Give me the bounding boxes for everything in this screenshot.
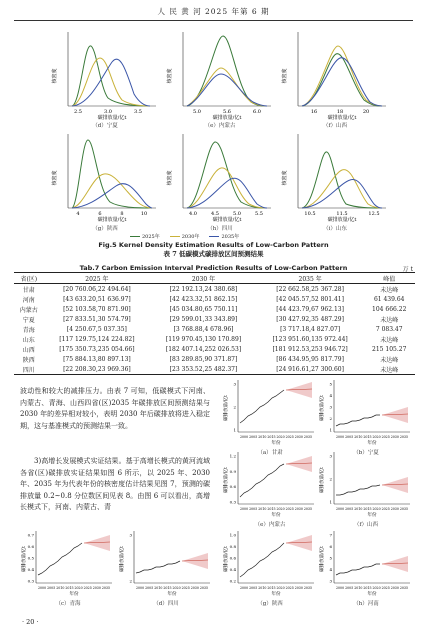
table-cell: 104 666.22	[372, 305, 407, 313]
table-cell: [83 289.85,90 371.87]	[169, 355, 238, 363]
kde-xlabel: 碳排放量/亿t	[97, 115, 127, 121]
svg-text:核密度: 核密度	[282, 68, 288, 84]
ts-ylabel: 碳排放量/亿t	[320, 546, 325, 572]
ts-ytick: 2	[329, 476, 332, 482]
ts-ytick: 0.5	[27, 555, 34, 561]
col-header: 省(区)	[14, 273, 44, 284]
table-cell: [22 192.13,24 380.68]	[169, 285, 238, 293]
ts-panel	[222, 376, 318, 456]
ts-panel	[318, 448, 414, 528]
table-cell: 内蒙古	[19, 306, 38, 314]
ts-ylabel: 碳排放量/亿t	[22, 546, 27, 572]
table-cell: [123 951.60,135 972.44]	[272, 335, 348, 343]
ts-ytick: 0.6	[229, 484, 236, 490]
ts-ylabel: 碳排放量/亿t	[224, 546, 229, 572]
ts-panel	[222, 448, 318, 528]
legend-item-2035: 2035年	[209, 233, 239, 240]
kde-caption-d: （d）宁夏	[92, 123, 118, 129]
table-cell: [27 833.51,30 574.79]	[63, 315, 131, 323]
ts-xticks: 2000 2005 2010 2015 2020 2025 2030 2035	[240, 435, 312, 439]
ts-ytick: 3	[329, 453, 332, 459]
table-cell: [181 912.53,253 946.72]	[272, 345, 348, 353]
col-header: 峰值	[363, 273, 415, 284]
svg-text:4.04.55.05.5: 4.0 4.5 5.0 5.5	[189, 211, 263, 217]
table-cell: [86 434.95,95 817.79]	[276, 355, 344, 363]
kde-caption-g: （g）陕西	[92, 226, 118, 232]
table-row	[14, 294, 415, 304]
kde-panel-h	[165, 130, 275, 226]
table-cell: [23 353.52,25 482.37]	[150, 364, 257, 375]
ts-panel	[222, 527, 318, 607]
ts-history-line	[240, 390, 284, 423]
header-rule	[14, 20, 413, 21]
emission-table	[14, 272, 415, 375]
ts-history-line	[240, 543, 284, 577]
svg-text:5.05.66.0: 5.0 5.6 6.0	[193, 109, 261, 115]
ts-ytick: 1	[329, 499, 332, 505]
ts-ytick: 0.4	[27, 567, 34, 572]
svg-text:核密度: 核密度	[282, 170, 288, 186]
table-cell: 陕西	[22, 356, 35, 364]
ts-xlabel: 年份	[271, 592, 281, 597]
table-cell: [117 129.75,124 224.82]	[59, 335, 135, 343]
table-cell: 山东	[22, 336, 35, 344]
ts-history-line	[336, 415, 380, 426]
kde-ylabel: 核密度	[52, 68, 58, 84]
svg-text:10.511.512.5: 10.5 11.5 12.5	[304, 211, 380, 217]
ts-caption: （g）陕西	[257, 601, 283, 607]
tab7-caption-cn: 表 7 低碳模式碳排放区间预测结果	[163, 250, 264, 258]
legend-item-2030: 2030年	[170, 233, 200, 240]
svg-text:碳排放量/亿t: 碳排放量/亿t	[212, 115, 242, 121]
paragraph-2: 3)高增长发展模式实证结果。基于高增长模式的黄河流域各省(区)碳排放实证结果如图 6 所示，以 2025 年、2030 年、2035 年为代表年份的核密度估计结果见图 7，预测的碳排放量 0.2~0.8 分位数区间见表 8。由图 6 可以看出，高增长模式下，河南、内蒙古、青	[20, 457, 210, 512]
tab7-caption-en: Tab.7 Carbon Emission Interval Prediction Results of Low-Carbon Pattern	[79, 264, 348, 272]
table-row	[14, 314, 415, 324]
kde-panel-d	[50, 28, 160, 124]
ts-ytick: 1	[329, 427, 332, 433]
col-header: 2035 年	[257, 273, 364, 284]
table-cell: [3 768.88,4 678.96]	[173, 325, 234, 333]
ts-xlabel: 年份	[69, 592, 79, 597]
ts-panel	[318, 527, 414, 607]
ts-ytick: 6	[329, 544, 332, 549]
legend-item-2025: 2025年	[130, 233, 160, 240]
table-cell: 未达峰	[380, 336, 399, 344]
ts-xlabel: 年份	[271, 513, 281, 518]
table-cell: [24 916.61,27 300.60]	[257, 364, 364, 375]
table-cell: [119 970.45,130 170.89]	[165, 335, 242, 343]
table-cell: [22 662.58,25 367.28]	[276, 285, 344, 293]
table-cell: 四川	[14, 364, 44, 375]
svg-text:碳排放量/亿t: 碳排放量/亿t	[212, 217, 242, 223]
ts-ylabel: 碳排放量/亿t	[320, 395, 325, 421]
ts-xticks: 2000 2005 2010 2015 2020 2025 2030 2035	[336, 586, 408, 590]
col-header: 2030 年	[150, 273, 257, 284]
table-cell: [45 034.80,65 750.11]	[169, 305, 238, 313]
paragraph-1: 波动性和较大的减排压力。由表 7 可知，低碳模式下河南、内蒙古、青海、山西四省(区)2035 年碳排放区间预测结果与 2030 年的差异相对较小，表明 2030 年后碳排放将进入稳定期，这与基准模式的预测结果一致。	[20, 387, 210, 430]
table-cell: [42 423.32,51 862.15]	[169, 295, 238, 303]
table-row	[14, 354, 415, 364]
table-cell: [44 423.79,67 962.13]	[276, 305, 344, 313]
ts-ytick: 2	[329, 416, 332, 421]
kde-panel-i	[280, 130, 390, 226]
kde-tick: 2.5	[74, 109, 82, 115]
kde-caption-h: （h）四川	[207, 226, 233, 232]
ts-ytick: 5	[329, 381, 332, 387]
table-cell: [20 760.06,22 494.64]	[63, 285, 131, 293]
ts-ylabel: 碳排放量/亿t	[320, 467, 325, 493]
ts-history-line	[336, 485, 380, 495]
table-cell: [4 250.67,5 037.35]	[66, 325, 127, 333]
ts-ytick: 0.9	[229, 468, 236, 474]
ts-caption: （a）甘肃	[257, 450, 283, 456]
ts-xticks: 2000 2005 2010 2015 2020 2025 2030 2035	[136, 586, 208, 590]
fig5-caption-en: Fig.5 Kernel Density Estimation Results of Low-Carbon Pattern	[98, 241, 329, 249]
table-row	[14, 304, 415, 314]
ts-caption: （b）宁夏	[353, 450, 379, 456]
ts-ytick: 4	[329, 567, 332, 572]
table-cell: 甘肃	[22, 286, 35, 294]
table-unit: 万 t	[402, 266, 413, 273]
ts-ytick: 0.6	[27, 544, 34, 549]
kde-tick: 3.5	[134, 109, 142, 115]
ts-ytick: 3	[329, 578, 332, 584]
ts-caption: （c）青海	[55, 601, 81, 607]
table-cell: [3 717.18,4 827.07]	[280, 325, 341, 333]
ts-caption: （d）四川	[153, 601, 179, 607]
svg-text:碳排放量/亿t: 碳排放量/亿t	[97, 217, 127, 223]
ts-ytick: 2	[129, 578, 132, 584]
table-cell: 未达峰	[380, 286, 399, 294]
table-row	[14, 364, 415, 375]
svg-text:46810: 4 6 8 10	[76, 211, 148, 217]
table-row	[14, 334, 415, 344]
ts-xlabel: 年份	[367, 592, 377, 597]
table-cell: [29 599.01,33 343.89]	[169, 315, 238, 323]
ts-xlabel: 年份	[167, 592, 177, 597]
kde-caption-i: （i）山东	[323, 226, 347, 232]
kde-panel-f	[280, 28, 390, 124]
ts-ytick: 2	[233, 404, 236, 410]
ts-ytick: 4	[329, 393, 332, 398]
ts-xticks: 2000 2005 2010 2015 2020 2025 2030 2035	[240, 586, 312, 590]
ts-caption: （f）山西	[353, 522, 379, 528]
ts-panel	[318, 376, 414, 456]
table-cell: 61 439.64	[373, 295, 405, 303]
ts-ytick: 0.3	[229, 499, 236, 505]
ts-xticks: 2000 2005 2010 2015 2020 2025 2030 2035	[336, 435, 408, 439]
table-header-row	[14, 273, 415, 284]
kde-tick: 3.0	[104, 109, 112, 115]
ts-panel	[118, 527, 214, 607]
kde-caption-f: （f）山西	[322, 123, 348, 129]
ts-xlabel: 年份	[271, 441, 281, 446]
table-cell: 河南	[22, 296, 35, 304]
table-cell: [30 427.92,35 487.29]	[276, 315, 344, 323]
ts-ytick: 1.0	[229, 532, 236, 538]
ts-ytick: 0.6	[229, 555, 236, 561]
svg-text:核密度: 核密度	[167, 170, 173, 186]
ts-history-line	[336, 564, 380, 575]
ts-caption: （e）内蒙古	[254, 522, 286, 528]
page-number: · 20 ·	[22, 618, 39, 626]
table-cell: [175 350.73,235 054.66]	[59, 345, 135, 353]
ts-ytick: 3	[129, 532, 132, 538]
svg-text:碳排放量/亿t: 碳排放量/亿t	[327, 115, 357, 121]
ts-history-line	[136, 561, 180, 573]
table-cell: 未达峰	[363, 364, 415, 375]
ts-ytick: 0.3	[27, 578, 34, 584]
table-cell: [22 208.30,23 969.36]	[44, 364, 151, 375]
table-row	[14, 324, 415, 334]
ts-caption: （h）河南	[353, 601, 379, 607]
ts-ytick: 3	[233, 381, 236, 387]
ts-ylabel: 碳排放量/亿t	[120, 546, 125, 572]
ts-xticks: 2000 2005 2010 2015 2020 2025 2030 2035	[38, 586, 110, 590]
svg-text:核密度: 核密度	[52, 170, 58, 186]
table-cell: 未达峰	[380, 316, 399, 324]
table-cell: [42 045.57,52 801.41]	[276, 295, 344, 303]
kde-caption-e: （e）内蒙古	[204, 123, 236, 129]
kde-panel-e	[165, 28, 275, 124]
ts-ytick: 0.4	[229, 567, 236, 572]
table-cell: 未达峰	[380, 356, 399, 364]
col-header: 2025 年	[44, 273, 151, 284]
ts-ytick: 1	[233, 427, 236, 433]
ts-history-line	[240, 464, 284, 497]
ts-ytick: 0.7	[27, 532, 34, 538]
svg-text:核密度: 核密度	[167, 68, 173, 84]
table-cell: [43 633.20,51 636.97]	[63, 295, 131, 303]
ts-ylabel: 碳排放量/亿t	[224, 467, 229, 493]
ts-ytick: 3	[329, 404, 332, 410]
ts-ylabel: 碳排放量/亿t	[224, 395, 229, 421]
table-row	[14, 284, 415, 295]
svg-text:碳排放量/亿t: 碳排放量/亿t	[327, 217, 357, 223]
running-header: 人 民 黄 河 2025 年第 6 期	[157, 7, 270, 16]
ts-ytick: 0.8	[229, 544, 236, 549]
ts-ytick: 5	[329, 555, 332, 561]
ts-xticks: 2000 2005 2010 2015 2020 2025 2030 2035	[336, 507, 408, 511]
ts-panel	[20, 527, 116, 607]
ts-ytick: 1.2	[229, 453, 236, 459]
table-cell: 215 105.27	[372, 345, 407, 353]
ts-xlabel: 年份	[367, 513, 377, 518]
table-cell: [75 884.13,80 897.13]	[63, 355, 131, 363]
table-cell: [52 103.58,70 871.90]	[63, 305, 131, 313]
ts-ytick: 7	[329, 532, 332, 538]
table-cell: 宁夏	[22, 316, 35, 324]
table-cell: [182 407.14,252 026.53]	[165, 345, 242, 353]
svg-text:161820: 16 18 20	[310, 109, 370, 115]
table-row	[14, 344, 415, 354]
ts-ytick: 0.2	[229, 578, 236, 584]
ts-history-line	[38, 543, 82, 575]
kde-panel-g	[50, 130, 160, 226]
table-cell: 山西	[22, 346, 35, 354]
ts-xlabel: 年份	[367, 441, 377, 446]
ts-xticks: 2000 2005 2010 2015 2020 2025 2030 2035	[240, 507, 312, 511]
fig5-legend	[130, 233, 239, 240]
table-cell: 7 083.47	[375, 325, 403, 333]
table-cell: 青海	[22, 326, 35, 334]
